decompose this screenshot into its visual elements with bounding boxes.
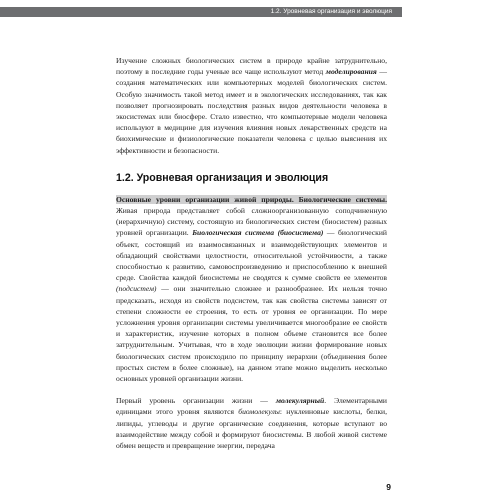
term-modeling: моделирования — [325, 67, 377, 77]
term-biomolecules: биомолекулы — [238, 407, 280, 417]
running-header — [0, 7, 402, 17]
page-content — [116, 55, 387, 451]
page-number: 9 — [386, 482, 391, 492]
text-run: Изучение сложных биологических систем в природе крайне затруднительно, поэтому в последние годы ученые все чаще используют метод — [116, 56, 387, 77]
text-run: — они значительно сложнее и разнообразнее. Их нельзя точно предсказать, исходя из свойств подсистем, так как свойства системы зависят от степени сложности ее строения, то есть от уровня ее организации. По мере усложнения уровня организации системы увеличивается многообразие ее свойств и характеристик, изучение которых в полном объеме становится все более затруднительным. Учитывая, что в ходе эволюции жизни формирование новых биологических систем происходило по принципу иерархии (объединения более простых систем в более сложные), на данном этапе можно выделить несколько основных уровней организации жизни. — [116, 284, 387, 384]
text-run: Первый уровень организации жизни — — [116, 396, 276, 406]
term-biosystem: Биологическая система (биосистема) — [192, 228, 324, 238]
text-run: . Элементарными единицами этого уровня являются — [116, 396, 387, 417]
text-run: : нуклеиновые кислоты, белки, липиды, углеводы и другие органические соединения, которые вступают во взаимодействие между собой и формируют биосистемы. В любой живой системе обмен веществ и превращение энергии, передача — [116, 407, 387, 451]
running-header-title: 1.2. Уровневая организация и эволюция — [270, 8, 392, 15]
section-paragraph — [116, 194, 387, 384]
text-run: — биологический объект, состоящий из взаимосвязанных и взаимодействующих элементов и обладающий свойствами целостности, относительной устойчивости, а также способностью к развитию, самовоспроизведению и приспособлению к внешней среде. Свойства каждой биосистемы не сводятся к сумме свойств ее элементов — [116, 228, 387, 283]
highlighted-subheading: Основные уровни организации живой природы. Биологические системы. — [116, 194, 387, 204]
intro-paragraph — [116, 55, 387, 156]
text-run: Живая природа представляет собой сложноорганизованную соподчиненную (иерархичную) систему, состоящую из биологических систем (биосистем) разных уровней организации. — [116, 206, 387, 238]
text-run: — создания математических или компьютерных моделей биологических систем. Особую значимость такой метод имеет и в экологических исследованиях, так как позволяет прогнозировать последствия разных видов деятельности человека в экосистемах или биосфере. Стало известно, что компьютерные модели человека используют в медицине для изучения влияния новых лекарственных средств на биохимические и физиологические показатели человека с целью выяснения их эффективности и безопасности. — [116, 67, 387, 155]
term-subsystems: (подсистем) — [116, 284, 157, 294]
section-heading: 1.2. Уровневая организация и эволюция — [116, 171, 329, 184]
level1-paragraph — [116, 395, 387, 451]
term-molecular: молекулярный — [275, 396, 325, 406]
